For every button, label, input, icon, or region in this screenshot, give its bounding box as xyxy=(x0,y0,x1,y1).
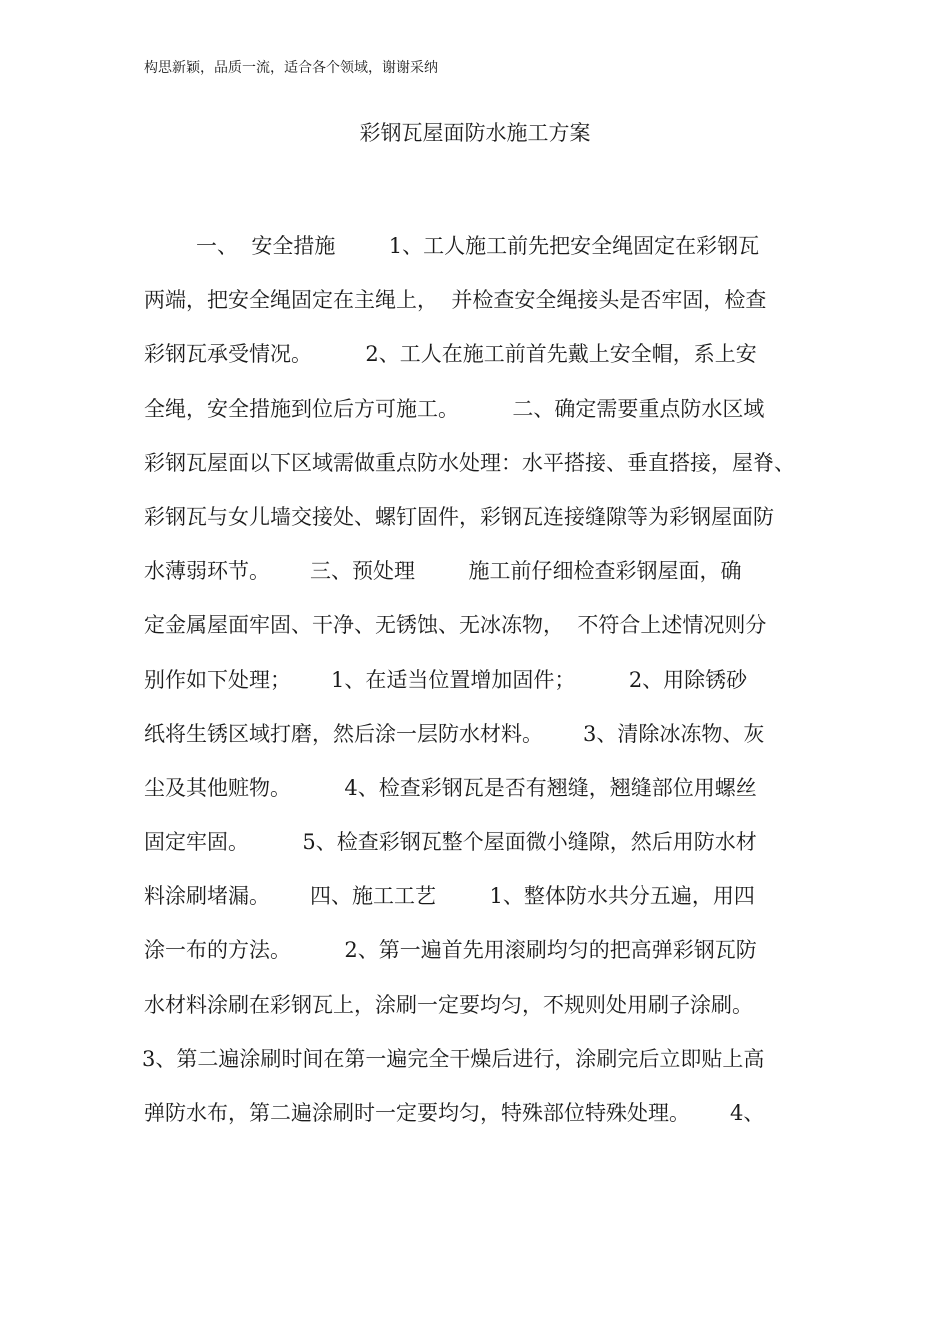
body-line-11: 尘及其他赃物。 4、检查彩钢瓦是否有翘缝，翘缝部位用螺丝 xyxy=(144,775,757,800)
document-title: 彩钢瓦屋面防水施工方案 xyxy=(359,121,591,145)
body-line-15: 水材料涂刷在彩钢瓦上，涂刷一定要均匀，不规则处用刷子涂刷。 xyxy=(144,992,753,1017)
body-line-1: 一、 安全措施 1、工人施工前先把安全绳固定在彩钢瓦 xyxy=(196,234,760,258)
body-line-13: 料涂刷堵漏。 四、施工工艺 1、整体防水共分五遍，用四 xyxy=(144,884,755,909)
body-line-16: 3、第二遍涂刷时间在第一遍完全干燥后进行，涂刷完后立即贴上高 xyxy=(142,1046,765,1071)
body-line-4: 全绳，安全措施到位后方可施工。 二、确定需要重点防水区域 xyxy=(144,396,765,421)
body-line-14: 涂一布的方法。 2、第一遍首先用滚刷均匀的把高弹彩钢瓦防 xyxy=(144,938,757,963)
body-line-10: 纸将生锈区域打磨，然后涂一层防水材料。 3、清除冰冻物、灰 xyxy=(144,721,765,746)
body-line-8: 定金属屋面牢固、干净、无锈蚀、无冰冻物， 不符合上述情况则分 xyxy=(144,613,767,638)
header-slogan: 构思新颖，品质一流，适合各个领域，谢谢采纳 xyxy=(144,60,438,76)
body-line-6: 彩钢瓦与女儿墙交接处、螺钉固件，彩钢瓦连接缝隙等为彩钢屋面防 xyxy=(144,504,774,529)
body-line-2: 两端，把安全绳固定在主绳上， 并检查安全绳接头是否牢固，检查 xyxy=(144,288,767,313)
document-body xyxy=(144,226,824,1147)
body-line-5: 彩钢瓦屋面以下区域需做重点防水处理：水平搭接、垂直搭接，屋脊、 xyxy=(144,450,795,475)
body-line-3: 彩钢瓦承受情况。 2、工人在施工前首先戴上安全帽，系上安 xyxy=(144,342,757,367)
body-line-17: 弹防水布，第二遍涂刷时一定要均匀，特殊部位特殊处理。 4、 xyxy=(144,1101,765,1125)
body-line-12: 固定牢固。 5、检查彩钢瓦整个屋面微小缝隙，然后用防水材 xyxy=(144,830,757,855)
body-line-9: 别作如下处理； 1、在适当位置增加固件； 2、用除锈砂 xyxy=(144,667,748,692)
body-line-7: 水薄弱环节。 三、预处理 施工前仔细检查彩钢屋面，确 xyxy=(144,559,742,584)
